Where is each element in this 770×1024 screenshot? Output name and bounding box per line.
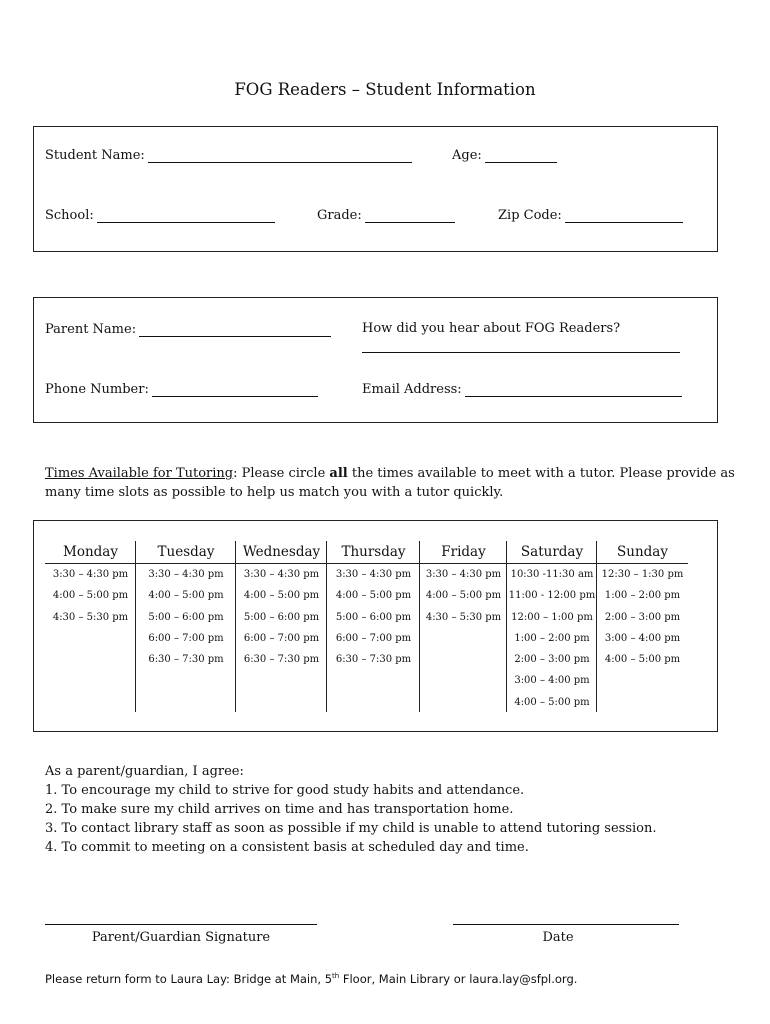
day-header-saturday: Saturday bbox=[507, 541, 597, 564]
zip-code-line[interactable] bbox=[565, 209, 683, 223]
day-header-sunday: Sunday bbox=[597, 541, 688, 564]
phone-number-line[interactable] bbox=[152, 383, 318, 397]
times-text-2: the times available to meet with a tutor. Please provide as bbox=[347, 466, 735, 481]
schedule-column-sunday bbox=[597, 541, 688, 670]
age-label: Age: bbox=[452, 148, 482, 163]
agreement-item-4: 4. To commit to meeting on a consistent basis at scheduled day and time. bbox=[45, 840, 529, 855]
time-slot[interactable]: 3:00 – 4:00 pm bbox=[514, 675, 590, 687]
time-slot[interactable]: 3:30 – 4:30 pm bbox=[425, 569, 502, 580]
time-slot[interactable]: 4:00 – 5:00 pm bbox=[425, 590, 502, 602]
time-slot[interactable]: 6:00 – 7:00 pm bbox=[335, 632, 412, 644]
page-title: FOG Readers – Student Information bbox=[234, 80, 536, 99]
time-slot[interactable]: 4:30 – 5:30 pm bbox=[52, 611, 129, 623]
times-heading: Times Available for Tutoring bbox=[45, 466, 234, 481]
time-slot[interactable]: 1:00 – 2:00 pm bbox=[604, 590, 681, 602]
time-slot[interactable]: 3:30 – 4:30 pm bbox=[243, 569, 320, 580]
grade-field[interactable] bbox=[317, 208, 455, 223]
times-instructions bbox=[45, 464, 735, 502]
schedule-column-wednesday bbox=[236, 541, 327, 670]
schedule-column-saturday bbox=[507, 541, 597, 713]
return-instructions bbox=[45, 972, 577, 986]
time-slot[interactable]: 4:00 – 5:00 pm bbox=[243, 590, 320, 602]
day-header-wednesday: Wednesday bbox=[236, 541, 327, 564]
parent-name-label: Parent Name: bbox=[45, 322, 137, 337]
student-name-line[interactable] bbox=[148, 149, 412, 163]
school-line[interactable] bbox=[97, 209, 275, 223]
time-slot[interactable]: 6:30 – 7:30 pm bbox=[335, 654, 412, 666]
times-bold-all: all bbox=[329, 466, 348, 481]
schedule-column-tuesday bbox=[136, 541, 236, 670]
parent-name-line[interactable] bbox=[139, 323, 331, 337]
grade-label: Grade: bbox=[317, 208, 362, 223]
student-name-label: Student Name: bbox=[45, 148, 145, 163]
schedule-column-friday bbox=[420, 541, 507, 628]
time-slot[interactable]: 5:00 – 6:00 pm bbox=[335, 611, 412, 623]
time-slot[interactable]: 2:00 – 3:00 pm bbox=[604, 611, 681, 623]
agreement-item-1: 1. To encourage my child to strive for good study habits and attendance. bbox=[45, 783, 525, 798]
agreement-intro: As a parent/guardian, I agree: bbox=[45, 764, 244, 779]
date-label: Date bbox=[542, 930, 574, 945]
email-address-field[interactable] bbox=[362, 382, 682, 397]
footer-sup: th bbox=[332, 972, 340, 981]
time-slot[interactable]: 12:00 – 1:00 pm bbox=[511, 611, 593, 623]
time-slot[interactable]: 4:00 – 5:00 pm bbox=[514, 696, 590, 708]
day-header-thursday: Thursday bbox=[327, 541, 420, 564]
time-slot[interactable]: 4:00 – 5:00 pm bbox=[604, 654, 681, 666]
footer-text-1: Please return form to Laura Lay: Bridge at Main, 5 bbox=[45, 972, 333, 986]
time-slot[interactable]: 3:30 – 4:30 pm bbox=[52, 569, 129, 580]
grade-line[interactable] bbox=[365, 209, 455, 223]
time-slot[interactable]: 3:30 – 4:30 pm bbox=[148, 569, 224, 580]
time-slot[interactable]: 12:30 – 1:30 pm bbox=[601, 569, 684, 580]
parent-info-box bbox=[33, 297, 718, 423]
time-slot[interactable]: 1:00 – 2:00 pm bbox=[514, 632, 590, 644]
time-slot[interactable]: 5:00 – 6:00 pm bbox=[148, 611, 224, 623]
age-field[interactable] bbox=[452, 148, 557, 163]
times-text-1: : Please circle bbox=[233, 466, 330, 481]
footer-text-2: Floor, Main Library or laura.lay@sfpl.org. bbox=[339, 972, 578, 986]
parent-signature-line[interactable] bbox=[45, 924, 317, 925]
student-info-box bbox=[33, 126, 718, 252]
phone-number-field[interactable] bbox=[45, 382, 318, 397]
parent-name-field[interactable] bbox=[45, 322, 331, 337]
day-header-monday: Monday bbox=[45, 541, 136, 564]
hear-about-label: How did you hear about FOG Readers? bbox=[362, 321, 621, 336]
agreement-section bbox=[45, 762, 745, 857]
school-label: School: bbox=[45, 208, 94, 223]
schedule-column-thursday bbox=[327, 541, 420, 670]
time-slot[interactable]: 6:00 – 7:00 pm bbox=[243, 632, 320, 644]
date-line[interactable] bbox=[453, 924, 679, 925]
time-slot[interactable]: 3:30 – 4:30 pm bbox=[335, 569, 412, 580]
email-address-line[interactable] bbox=[465, 383, 682, 397]
schedule-column-monday bbox=[45, 541, 136, 628]
time-slot[interactable]: 2:00 – 3:00 pm bbox=[514, 654, 590, 666]
time-slot[interactable]: 11:00 - 12:00 pm bbox=[508, 590, 596, 602]
email-address-label: Email Address: bbox=[362, 382, 462, 397]
time-slot[interactable]: 4:00 – 5:00 pm bbox=[335, 590, 412, 602]
time-slot[interactable]: 10:30 -11:30 am bbox=[510, 569, 594, 580]
time-slot[interactable]: 4:00 – 5:00 pm bbox=[148, 590, 224, 602]
time-slot[interactable]: 4:00 – 5:00 pm bbox=[52, 590, 129, 602]
hear-about-line[interactable] bbox=[362, 352, 680, 353]
time-slot[interactable]: 3:00 – 4:00 pm bbox=[604, 632, 681, 644]
time-slot[interactable]: 6:30 – 7:30 pm bbox=[148, 654, 224, 666]
age-line[interactable] bbox=[485, 149, 557, 163]
day-header-friday: Friday bbox=[420, 541, 507, 564]
time-slot[interactable]: 4:30 – 5:30 pm bbox=[425, 611, 502, 623]
zip-code-label: Zip Code: bbox=[498, 208, 562, 223]
time-slot[interactable]: 6:30 – 7:30 pm bbox=[243, 654, 320, 666]
schedule-grid bbox=[45, 541, 688, 712]
times-text-line2: many time slots as possible to help us match you with a tutor quickly. bbox=[45, 485, 504, 500]
time-slot[interactable]: 5:00 – 6:00 pm bbox=[243, 611, 320, 623]
parent-signature-label: Parent/Guardian Signature bbox=[91, 930, 271, 945]
student-name-field[interactable] bbox=[45, 148, 412, 163]
agreement-item-3: 3. To contact library staff as soon as possible if my child is unable to attend tutoring session. bbox=[45, 821, 657, 836]
time-slot[interactable]: 6:00 – 7:00 pm bbox=[148, 632, 224, 644]
phone-number-label: Phone Number: bbox=[45, 382, 149, 397]
school-field[interactable] bbox=[45, 208, 275, 223]
day-header-tuesday: Tuesday bbox=[136, 541, 236, 564]
agreement-item-2: 2. To make sure my child arrives on time and has transportation home. bbox=[45, 802, 514, 817]
zip-code-field[interactable] bbox=[498, 208, 683, 223]
